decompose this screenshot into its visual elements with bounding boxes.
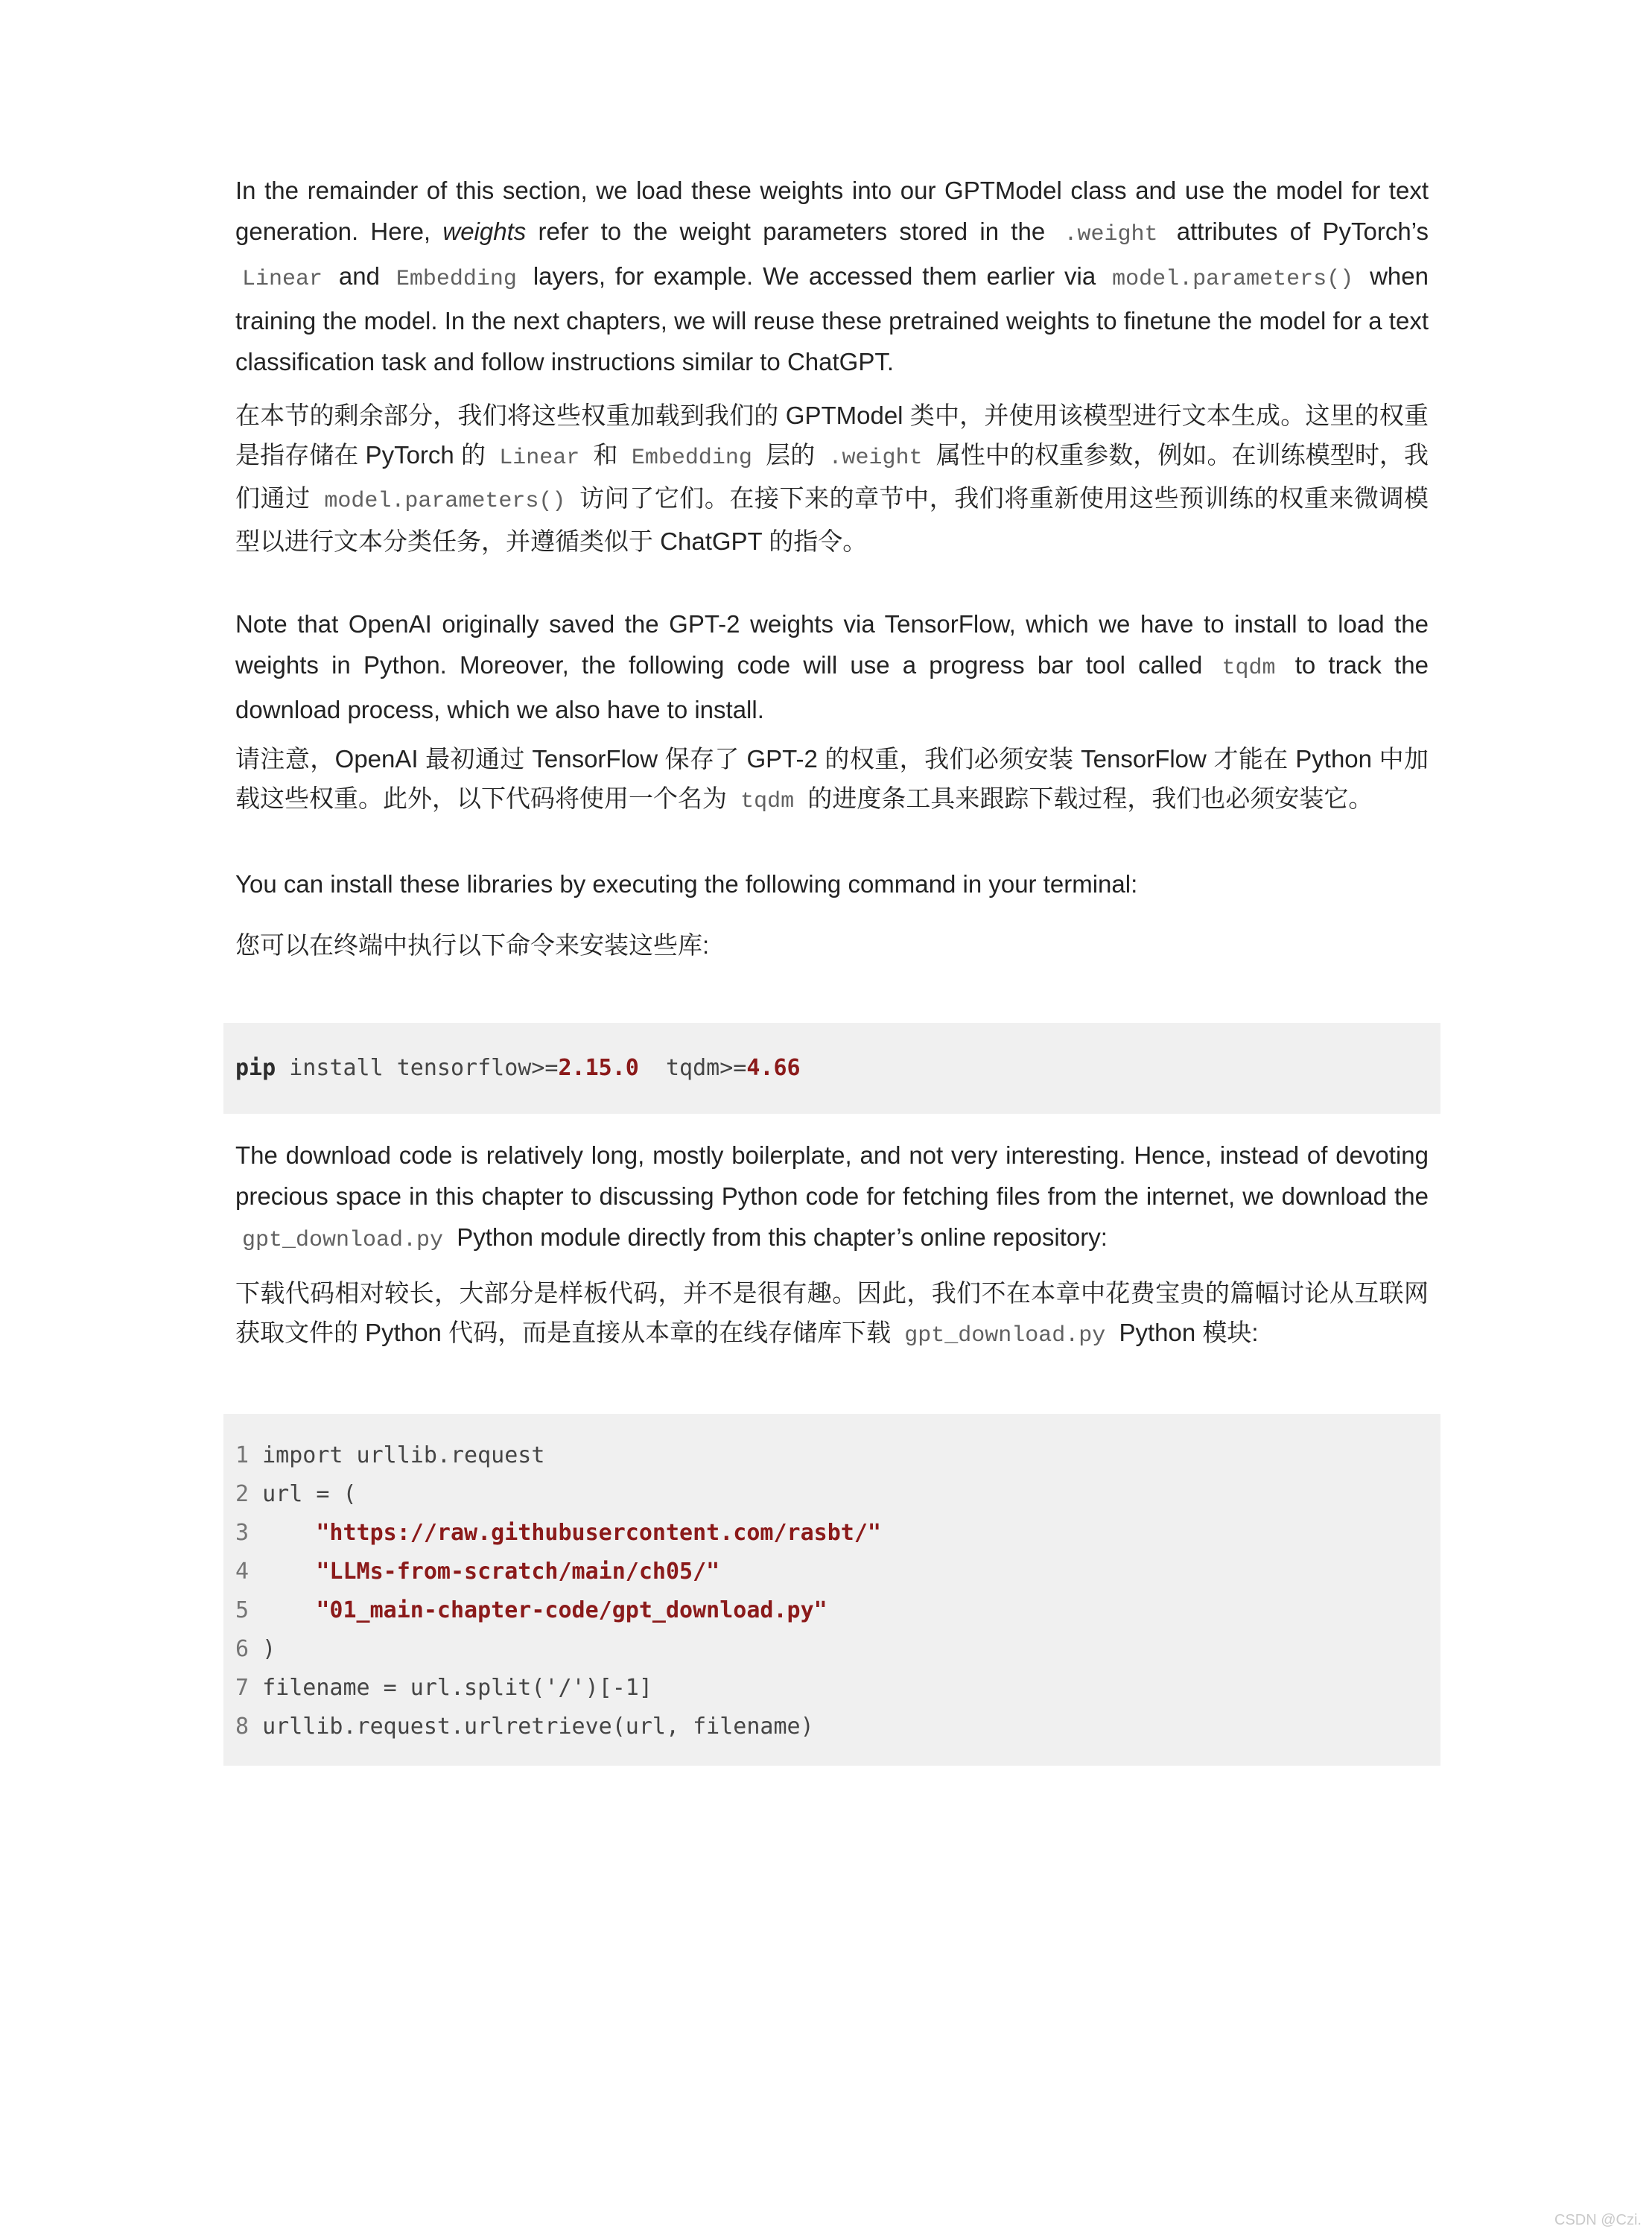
code-line: [235, 1553, 1429, 1591]
text-segment-p: and: [329, 262, 390, 290]
text-segment-code: .weight: [1064, 222, 1158, 247]
code-block-gpt-download: [223, 1414, 1440, 1766]
text-segment-ln: 4: [235, 1559, 250, 1585]
text-segment-p: filename = url.split('/')[-1]: [249, 1675, 652, 1701]
text-segment-p: url = (: [249, 1481, 357, 1507]
text-segment-p: Note that OpenAI originally saved the GPT-2 weights via TensorFlow, which we have to install to load the weights in Python. Moreover, the following code will use a progress bar tool called: [235, 610, 1429, 679]
text-segment-p: tqdm>=: [638, 1055, 747, 1081]
text-segment-b: pip: [235, 1055, 276, 1081]
document-page: [0, 170, 1652, 2238]
text-segment-str: "01_main-chapter-code/gpt_download.py": [316, 1597, 827, 1623]
text-segment-p: [249, 1597, 316, 1623]
code-line: [235, 1475, 1429, 1514]
text-segment-i: weights: [442, 218, 527, 245]
text-segment-ln: 1: [235, 1442, 250, 1468]
paragraph-en-install-libraries: [235, 863, 1429, 904]
text-segment-code: Embedding: [395, 267, 517, 292]
text-segment-ln: 5: [235, 1597, 250, 1623]
text-segment-p: 在本节的剩余部分，我们将这些权重加载到我们的 GPTModel 类中，并使用该模型进行文本生成。这里的权重是指存储在 PyTorch 的: [235, 402, 1429, 469]
text-segment-code: gpt_download.py: [904, 1323, 1106, 1348]
text-segment-p: You can install these libraries by executing the following command in your terminal:: [235, 870, 1138, 898]
paragraph-zh-install-libraries: [235, 925, 1429, 965]
text-segment-ln: 6: [235, 1636, 250, 1662]
text-segment-str: 4.66: [746, 1055, 801, 1081]
text-segment-ln: 8: [235, 1714, 250, 1740]
text-segment-code: tqdm: [740, 789, 795, 814]
text-segment-p: attributes of PyTorch’s: [1164, 218, 1429, 245]
text-segment-p: The download code is relatively long, mostly boilerplate, and not very interesting. Hence, instead of devoting precious space in this chapter to discussing Python code for fetching files from the internet, we download the: [235, 1141, 1429, 1210]
text-segment-p: Python module directly from this chapter’s online repository:: [450, 1223, 1108, 1251]
text-segment-code: model.parameters(): [1112, 267, 1354, 292]
text-segment-code: tqdm: [1221, 656, 1276, 681]
paragraph-zh-tensorflow-note: [235, 739, 1429, 822]
paragraph-en-tensorflow-note: [235, 603, 1429, 730]
text-segment-p: 层的: [758, 441, 822, 469]
text-segment-p: [249, 1520, 316, 1546]
code-line: [235, 1049, 1429, 1088]
text-segment-p: 下载代码相对较长，大部分是样板代码，并不是很有趣。因此，我们不在本章中花费宝贵的篇幅讨论从互联网获取文件的 Python 代码，而是直接从本章的在线存储库下载: [235, 1279, 1429, 1346]
text-segment-p: 的进度条工具来跟踪下载过程，我们也必须安装它。: [801, 784, 1373, 812]
paragraph-en-download-code: [235, 1135, 1429, 1261]
code-block-pip-install: [223, 1023, 1440, 1114]
paragraph-zh-load-weights: [235, 396, 1429, 561]
text-segment-str: "https://raw.githubusercontent.com/rasbt/": [316, 1520, 881, 1546]
text-segment-p: layers, for example. We accessed them earlier via: [523, 262, 1106, 290]
text-segment-code: gpt_download.py: [242, 1228, 444, 1253]
text-segment-str: "LLMs-from-scratch/main/ch05/": [316, 1559, 720, 1585]
code-line: [235, 1708, 1429, 1746]
csdn-watermark: CSDN @Czi.: [1554, 2212, 1642, 2228]
text-segment-ln: 2: [235, 1481, 250, 1507]
text-segment-p: 您可以在终端中执行以下命令来安装这些库:: [235, 931, 710, 959]
paragraph-en-load-weights: [235, 170, 1429, 382]
text-segment-p: Python 模块:: [1112, 1319, 1259, 1346]
text-segment-p: 和: [586, 441, 625, 469]
text-segment-p: to track the download process, which we also have to install.: [235, 651, 1429, 723]
code-line: [235, 1514, 1429, 1553]
text-segment-p: when training the model. In the next chapters, we will reuse these pretrained weights to finetune the model for a text classification task and follow instructions similar to ChatGPT.: [235, 262, 1429, 375]
code-line: [235, 1630, 1429, 1669]
text-segment-p: 访问了它们。在接下来的章节中，我们将重新使用这些预训练的权重来微调模型以进行文本分类任务，并遵循类似于 ChatGPT 的指令。: [235, 484, 1429, 555]
paragraph-zh-download-code: [235, 1273, 1429, 1356]
text-segment-p: urllib.request.urlretrieve(url, filename): [249, 1714, 814, 1740]
text-segment-code: Linear: [499, 446, 580, 471]
text-segment-p: install tensorflow>=: [276, 1055, 559, 1081]
text-segment-ln: 7: [235, 1675, 250, 1701]
text-segment-code: model.parameters(): [324, 489, 566, 514]
text-segment-code: Linear: [242, 267, 323, 292]
text-segment-p: refer to the weight parameters stored in the: [526, 218, 1058, 245]
text-segment-p: ): [249, 1636, 276, 1662]
text-segment-code: Embedding: [631, 446, 752, 471]
code-line: [235, 1436, 1429, 1475]
text-segment-str: 2.15.0: [558, 1055, 639, 1081]
code-line: [235, 1591, 1429, 1630]
text-segment-p: import urllib.request: [249, 1442, 545, 1468]
code-line: [235, 1669, 1429, 1708]
text-segment-p: 属性中的权重参数，例如。在训练模型时，我们通过: [235, 441, 1429, 512]
text-segment-code: .weight: [828, 446, 923, 471]
text-segment-p: In the remainder of this section, we load these weights into our GPTModel class and use the model for text generation. Here,: [235, 177, 1429, 245]
text-segment-p: [249, 1559, 316, 1585]
article-body: [223, 170, 1440, 1766]
text-segment-ln: 3: [235, 1520, 250, 1546]
text-segment-p: 请注意，OpenAI 最初通过 TensorFlow 保存了 GPT-2 的权重，我们必须安装 TensorFlow 才能在 Python 中加载这些权重。此外，以下代码将使用一个名为: [235, 745, 1429, 812]
